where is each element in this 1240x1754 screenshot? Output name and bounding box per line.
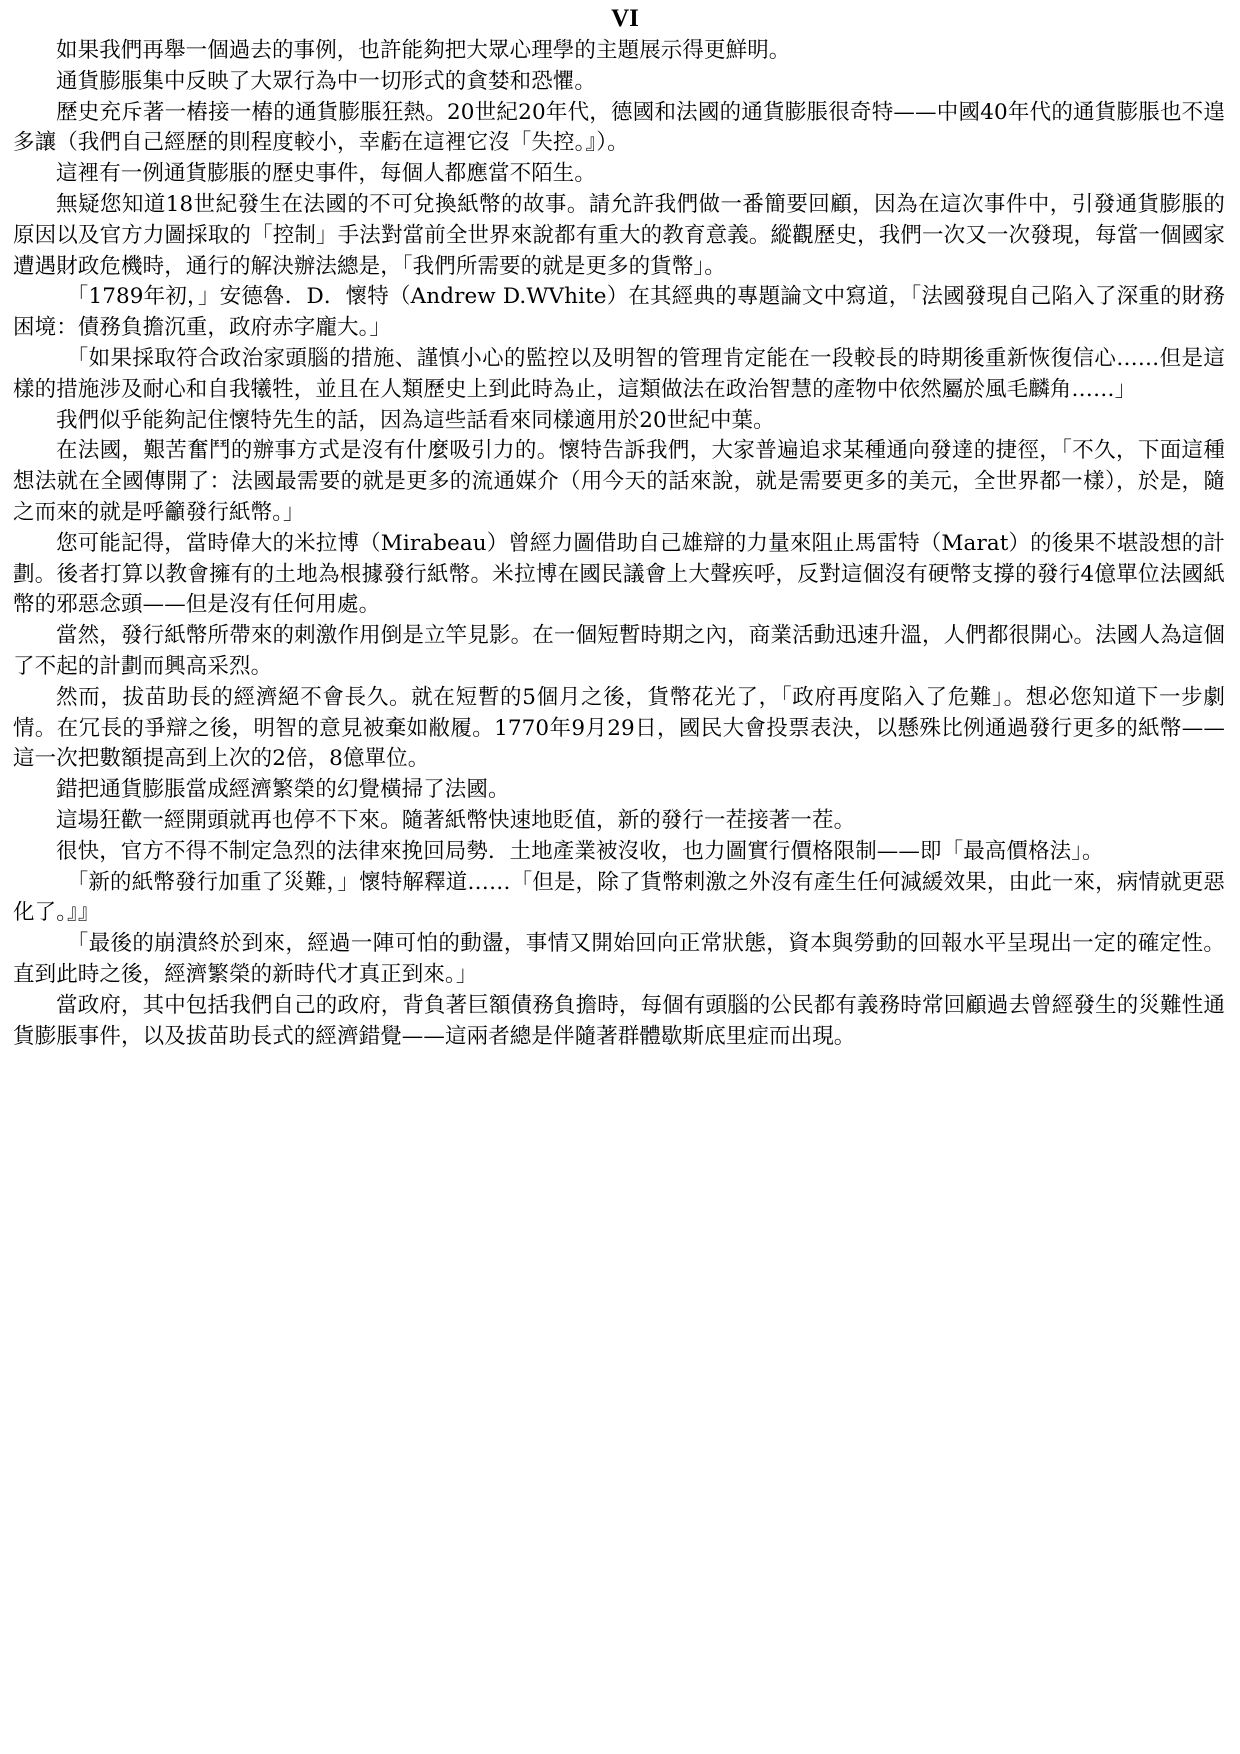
body-text [13,36,1225,1052]
chapter-heading: VI [611,5,639,32]
paragraph: 錯把通貨膨脹當成經濟繁榮的幻覺橫掃了法國。 [56,777,510,803]
paragraph: 當然，發行紙幣所帶來的刺激作用倒是立竿見影。在一個短暫時期之內，商業活動迅速升溫，人們都很開心。法國人為這個了不起的計劃而興高采烈。 [13,623,1225,679]
paragraph: 您可能記得，當時偉大的米拉博（Mirabeau）曾經力圖借助自己雄辯的力量來阻止馬雷特（Marat）的後果不堪設想的計劃。後者打算以教會擁有的土地為根據發行紙幣。米拉博在國民議會上大聲疾呼，反對這個沒有硬幣支撐的發行4億單位法國紙幣的邪惡念頭——但是沒有任何用處。 [13,530,1225,618]
paragraph: 「新的紙幣發行加重了災難，」懷特解釋道……「但是，除了貨幣刺激之外沒有產生任何減緩效果，由此一來，病情就更惡化了。』』 [13,869,1225,926]
paragraph: 歷史充斥著一樁接一樁的通貨膨脹狂熱。20世紀20年代，德國和法國的通貨膨脹很奇特——中國40年代的通貨膨脹也不遑多讓（我們自己經歷的則程度較小，幸虧在這裡它沒「失控。』）。 [13,99,1225,156]
paragraph: 如果我們再舉一個過去的事例，也許能夠把大眾心理學的主題展示得更鮮明。 [56,38,791,63]
paragraph: 通貨膨脹集中反映了大眾行為中一切形式的貪婪和恐懼。 [56,68,597,94]
paragraph: 這裡有一例通貨膨脹的歷史事件，每個人都應當不陌生。 [56,161,597,187]
paragraph: 我們似乎能夠記住懷特先生的話，因為這些話看來同樣適用於20世紀中葉。 [56,407,775,433]
paragraph: 「如果採取符合政治家頭腦的措施、謹慎小心的監控以及明智的管理肯定能在一段較長的時期後重新恢復信心……但是這樣的措施涉及耐心和自我犧牲，並且在人類歷史上到此時為止，這類做法在政治智慧的產物中依然屬於風毛麟角……」 [13,345,1225,402]
paragraph: 當政府，其中包括我們自己的政府，背負著巨額債務負擔時，每個有頭腦的公民都有義務時常回顧過去曾經發生的災難性通貨膨脹事件，以及拔苗助長式的經濟錯覺——這兩者總是伴隨著群體歇斯底里症而出現。 [13,992,1225,1049]
paragraph: 無疑您知道18世紀發生在法國的不可兌換紙幣的故事。請允許我們做一番簡要回顧，因為在這次事件中，引發通貨膨脹的原因以及官方力圖採取的「控制」手法對當前全世界來說都有重大的教育意義。縱觀歷史，我們一次又一次發現，每當一個國家遭遇財政危機時，通行的解決辦法總是，「我們所需要的就是更多的貨幣」。 [13,191,1225,279]
paragraph: 「最後的崩潰終於到來，經過一陣可怕的動盪，事情又開始回向正常狀態，資本與勞動的回報水平呈現出一定的確定性。直到此時之後，經濟繁榮的新時代才真正到來。」 [13,931,1225,987]
paragraph: 很快，官方不得不制定急烈的法律來挽回局勢．土地產業被沒收，也力圖實行價格限制——即「最高價格法」。 [56,838,1104,864]
paragraph: 在法國，艱苦奮鬥的辦事方式是沒有什麼吸引力的。懷特告訴我們，大家普遍追求某種通向發達的捷徑，「不久，下面這種想法就在全國傳開了：法國最需要的就是更多的流通媒介（用今天的話來說，就是需要更多的美元，全世界都一樣），於是，隨之而來的就是呼籲發行紙幣。」 [13,438,1225,525]
paragraph: 這場狂歡一經開頭就再也停不下來。隨著紙幣快速地貶值，新的發行一茬接著一茬。 [56,807,856,833]
document-page [13,4,1225,1052]
paragraph: 然而，拔苗助長的經濟絕不會長久。就在短暫的5個月之後，貨幣花光了，「政府再度陷入了危難」。想必您知道下一步劇情。在冗長的爭辯之後，明智的意見被棄如敝履。1770年9月29日，國民大會投票表決，以懸殊比例通過發行更多的紙幣——這一次把數額提高到上次的2倍，8億單位。 [13,684,1225,772]
paragraph: 「1789年初，」安德魯．D．懷特（Andrew D.WVhite）在其經典的專題論文中寫道，「法國發現自己陷入了深重的財務困境：債務負擔沉重，政府赤字龐大。」 [13,284,1225,341]
